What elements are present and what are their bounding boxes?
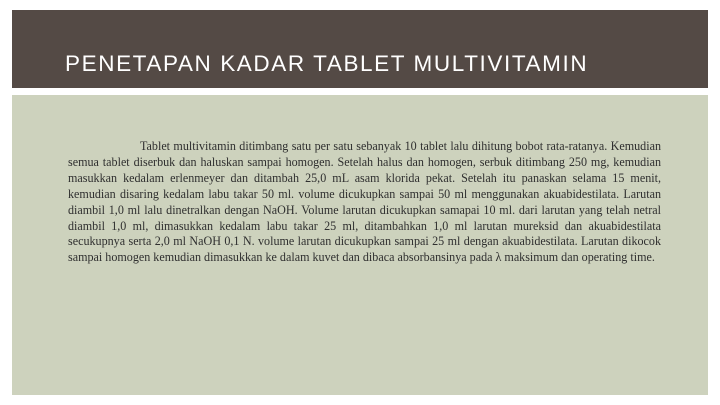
title-bar — [12, 10, 708, 88]
slide-title: PENETAPAN KADAR TABLET MULTIVITAMIN — [65, 51, 589, 76]
body-paragraph: Tablet multivitamin ditimbang satu per satu sebanyak 10 tablet lalu dihitung bobot rata-ratanya. Kemudian semua tablet diserbuk dan haluskan sampai homogen. Setelah halus dan homogen, serbuk ditimbang 250 mg, kemudian masukkan kedalam erlenmeyer dan ditambah 25,0 mL asam klorida pekat. Setelah itu panaskan selama 15 menit, kemudian disaring kedalam labu takar 50 ml. volume dicukupkan sampai 50 ml menggunakan akuabidestilata. Larutan diambil 1,0 ml lalu dinetralkan dengan NaOH. Volume larutan dicukupkan samapai 10 ml. dari larutan yang telah netral diambil 1,0 ml, dimasukkan kedalam labu takar 25 ml, ditambahkan 1,0 ml larutan mureksid dan akuabidestilata secukupnya serta 2,0 ml NaOH 0,1 N. volume larutan dicukupkan sampai 25 ml dengan akuabidestilata. Larutan dikocok sampai homogen kemudian dimasukkan ke dalam kuvet dan dibaca absorbansinya pada λ maksimum dan operating time. — [68, 139, 661, 265]
content-area — [12, 95, 708, 395]
